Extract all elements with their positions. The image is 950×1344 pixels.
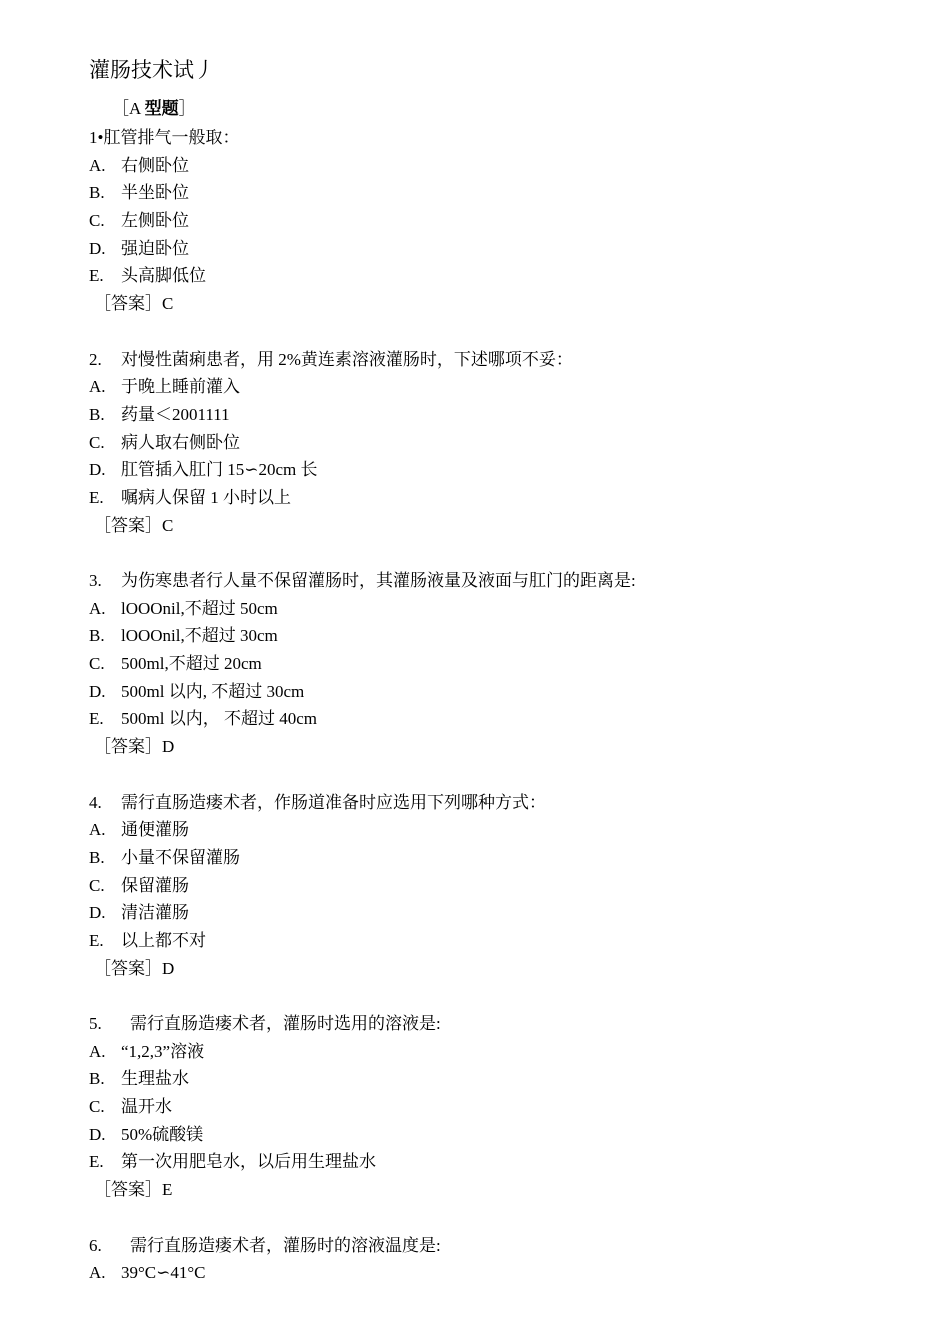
option-letter: A. [89, 1041, 106, 1061]
option-text: 39°C∽41°C [121, 1263, 206, 1283]
option-letter: A. [89, 820, 106, 840]
option-letter: C. [89, 432, 105, 452]
question-number: 4. [89, 792, 102, 812]
question-4-option-b [89, 844, 889, 872]
option-text: 于晚上睡前灌入 [121, 377, 240, 397]
option-letter: E. [89, 266, 104, 286]
question-text: 需行直肠造瘘术者，灌肠时的溶液温度是: [130, 1235, 441, 1255]
option-letter: A. [89, 598, 106, 618]
question-4-answer: ［答案］D [94, 958, 175, 978]
question-2-option-b [89, 401, 889, 429]
question-5-option-a [89, 1038, 889, 1066]
option-text: 500ml,不超过 20cm [121, 654, 262, 674]
option-letter: B. [89, 183, 105, 203]
question-3-option-c [89, 650, 889, 678]
option-letter: C. [89, 211, 105, 231]
question-text: 为伤寒患者行人量不保留灌肠时，其灌肠液量及液面与肛门的距离是: [121, 571, 636, 590]
option-letter: D. [89, 238, 106, 258]
option-letter: B. [89, 1069, 105, 1089]
section-label: 型题 [144, 99, 179, 118]
question-2-option-d [89, 456, 889, 484]
option-letter: A. [89, 377, 106, 397]
question-2-option-a [89, 373, 889, 401]
option-text: 头高脚低位 [121, 266, 206, 286]
question-4-option-d [89, 899, 889, 927]
question-1-option-a [89, 152, 889, 180]
question-5-option-d [89, 1121, 889, 1149]
question-3-stem [89, 567, 889, 595]
question-number: 6. [89, 1235, 102, 1255]
question-number: 5. [89, 1014, 102, 1033]
option-text: 小量不保留灌肠 [121, 847, 240, 867]
spacer [89, 539, 889, 567]
spacer [89, 318, 889, 346]
question-4-option-a [89, 816, 889, 844]
option-letter: A. [89, 1263, 106, 1283]
option-text: 清洁灌肠 [121, 903, 189, 923]
question-5-option-b [89, 1065, 889, 1093]
question-5-answer: ［答案］E [94, 1180, 173, 1200]
question-4-option-c [89, 872, 889, 900]
option-letter: B. [89, 847, 105, 867]
option-letter: E. [89, 1152, 104, 1172]
option-letter: A. [89, 155, 106, 175]
question-text: 对慢性菌痢患者，用 2%黄连素溶液灌肠时，下述哪项不妥： [121, 349, 573, 369]
option-text: lOOOnil,不超过 30cm [121, 626, 278, 646]
question-3-answer: ［答案］D [94, 737, 175, 757]
question-3-option-d [89, 678, 889, 706]
option-letter: C. [89, 1097, 105, 1117]
question-1-stem: 1•肛管排气一般取： [89, 128, 240, 147]
section-bracket-close: ］ [178, 99, 196, 118]
question-1-option-c [89, 207, 889, 235]
option-text: 左侧卧位 [121, 211, 189, 231]
option-letter: D. [89, 460, 106, 480]
question-text: 需行直肠造瘘术者，灌肠时选用的溶液是: [130, 1014, 441, 1033]
question-number: 2. [89, 349, 102, 369]
question-6-stem [89, 1232, 889, 1260]
section-bracket-open: ［A [112, 99, 145, 118]
spacer [89, 761, 889, 789]
question-4-option-e [89, 927, 889, 955]
option-text: 强迫卧位 [121, 238, 189, 258]
option-letter: D. [89, 1124, 106, 1144]
option-letter: E. [89, 930, 104, 950]
document-title: 灌肠技术试丿 [89, 58, 215, 82]
question-1-option-b [89, 179, 889, 207]
spacer [89, 982, 889, 1010]
option-text: 右侧卧位 [121, 155, 189, 175]
question-6-option-a [89, 1259, 889, 1287]
option-text: 半坐卧位 [121, 183, 189, 203]
option-text: 保留灌肠 [121, 875, 189, 895]
option-text: “1,2,3”溶液 [121, 1041, 205, 1061]
option-letter: D. [89, 681, 106, 701]
option-text: 病人取右侧卧位 [121, 432, 240, 452]
option-text: 以上都不对 [121, 930, 206, 950]
question-5-option-e [89, 1148, 889, 1176]
question-3-option-a [89, 595, 889, 623]
option-text: 温开水 [121, 1097, 172, 1117]
option-text: 肛管插入肛门 15∽20cm 长 [121, 460, 318, 480]
option-letter: E. [89, 487, 104, 507]
question-1-option-e [89, 262, 889, 290]
option-letter: E. [89, 709, 104, 729]
question-2-stem [89, 346, 889, 374]
question-4-stem [89, 789, 889, 817]
option-text: 药量＜2001111 [121, 404, 230, 424]
question-2-option-c [89, 429, 889, 457]
option-letter: C. [89, 875, 105, 895]
question-3-option-b [89, 622, 889, 650]
question-5-stem [89, 1010, 889, 1038]
question-3-option-e [89, 705, 889, 733]
option-letter: C. [89, 654, 105, 674]
option-text: 嘱病人保留 1 小时以上 [121, 487, 291, 507]
question-text: 需行直肠造瘘术者，作肠道准备时应选用下列哪种方式： [121, 792, 546, 812]
section-heading [112, 96, 196, 122]
question-1-answer: ［答案］C [94, 294, 174, 314]
question-1-option-d [89, 235, 889, 263]
question-5-option-c [89, 1093, 889, 1121]
option-text: 500ml 以内, 不超过 30cm [121, 681, 305, 701]
option-letter: B. [89, 626, 105, 646]
option-letter: D. [89, 903, 106, 923]
question-2-answer: ［答案］C [94, 515, 174, 535]
option-text: 50%硫酸镁 [121, 1124, 204, 1144]
question-list [89, 124, 889, 1287]
option-letter: B. [89, 404, 105, 424]
option-text: 500ml 以内， 不超过 40cm [121, 709, 317, 729]
question-number: 3. [89, 571, 102, 590]
spacer [89, 1204, 889, 1232]
question-2-option-e [89, 484, 889, 512]
option-text: 第一次用肥皂水，以后用生理盐水 [121, 1152, 376, 1172]
option-text: 通便灌肠 [121, 820, 189, 840]
option-text: 生理盐水 [121, 1069, 189, 1089]
option-text: lOOOnil,不超过 50cm [121, 598, 278, 618]
